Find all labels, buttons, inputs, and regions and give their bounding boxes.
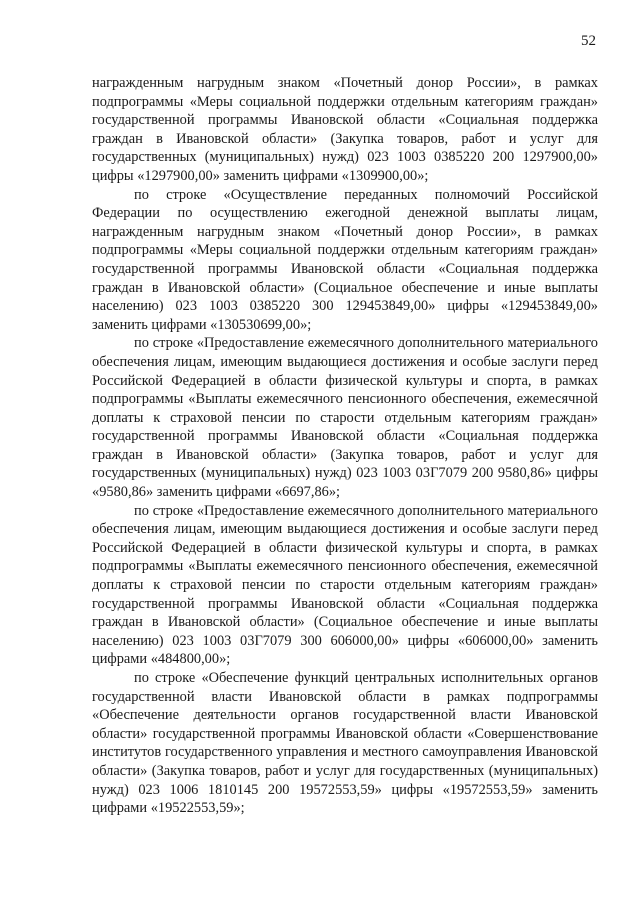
paragraph-executive-bodies: по строке «Обеспечение функций центральных исполнительных органов государственной власти Ивановской области в рамках подпрограммы «Обеспечение деятельности органов государственной власти Ивановской области» государственной программы Ивановской области «Совершенствование институтов государственного управления и местного самоуправления Ивановской области» (Закупка товаров, работ и услуг для государственных (муниципальных) нужд) 023 1006 1810145 200 19572553,59» цифры «19572553,59» заменить цифрами «19522553,59»; bbox=[92, 670, 598, 817]
page-number: 52 bbox=[581, 33, 596, 49]
paragraph-sports-support-social: по строке «Предоставление ежемесячного дополнительного материального обеспечения лицам, имеющим выдающиеся достижения и особые заслуги перед Российской Федерацией в области физической культуры и спорта, в рамках подпрограммы «Выплаты ежемесячного пенсионного обеспечения, ежемесячной доплаты к страховой пенсии по старости отдельным категориям граждан» государственной программы Ивановской области «Социальная поддержка граждан в Ивановской области» (Социальное обеспечение и иные выплаты населению) 023 1003 03Г7079 300 606000,00» цифры «606000,00» заменить цифрами «484800,00»; bbox=[92, 502, 598, 668]
document-body bbox=[92, 74, 598, 818]
paragraph-sports-support-purchase: по строке «Предоставление ежемесячного дополнительного материального обеспечения лицам, имеющим выдающиеся достижения и особые заслуги перед Российской Федерацией в области физической культуры и спорта, в рамках подпрограммы «Выплаты ежемесячного пенсионного обеспечения, ежемесячной доплаты к страховой пенсии по старости отдельным категориям граждан» государственной программы Ивановской области «Социальная поддержка граждан в Ивановской области» (Закупка товаров, работ и услуг для государственных (муниципальных) нужд) 023 1003 03Г7079 200 9580,86» цифры «9580,86» заменить цифрами «6697,86»; bbox=[92, 335, 598, 501]
paragraph-continuation: награжденным нагрудным знаком «Почетный донор России», в рамках подпрограммы «Меры социальной поддержки отдельным категориям граждан» государственной программы Ивановской области «Социальная поддержка граждан в Ивановской области» (Закупка товаров, работ и услуг для государственных (муниципальных) нужд) 023 1003 0385220 200 1297900,00» цифры «1297900,00» заменить цифрами «1309900,00»; bbox=[92, 75, 598, 184]
paragraph-donor-payment: по строке «Осуществление переданных полномочий Российской Федерации по осуществлению ежегодной денежной выплаты лицам, награжденным нагрудным знаком «Почетный донор России», в рамках подпрограммы «Меры социальной поддержки отдельным категориям граждан» государственной программы Ивановской области «Социальная поддержка граждан в Ивановской области» (Социальное обеспечение и иные выплаты населению) 023 1003 0385220 300 129453849,00» цифры «129453849,00» заменить цифрами «130530699,00»; bbox=[92, 186, 598, 333]
